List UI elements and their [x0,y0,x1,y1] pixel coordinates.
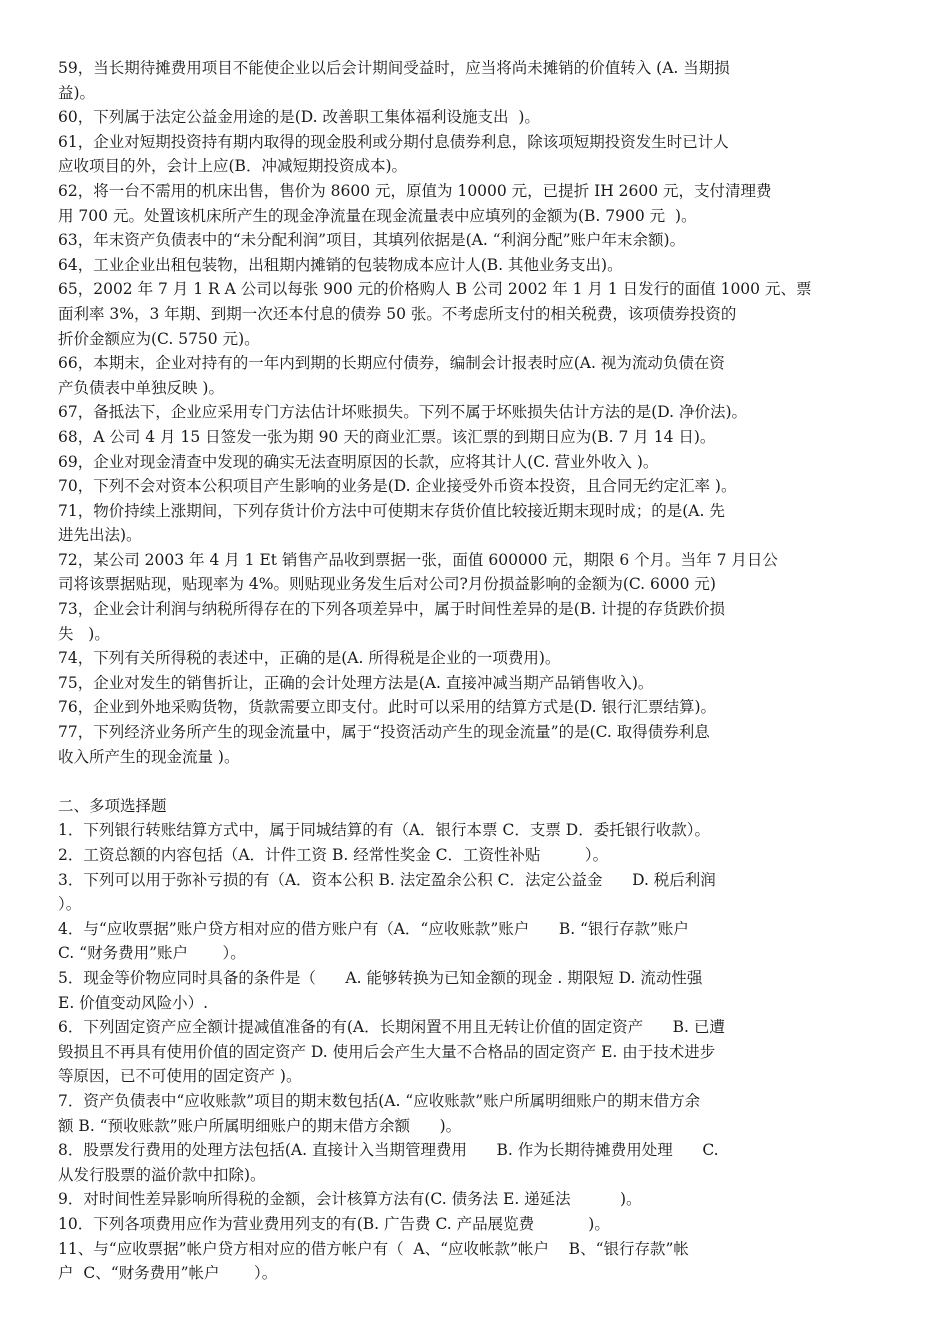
question-line: 76，企业到外地采购货物，货款需要立即支付。此时可以采用的结算方式是(D. 银行汇票结算)。 [58,698,717,717]
multi-choice-heading: 二、多项选择题 [58,796,167,815]
section-gap [58,769,900,794]
question-line: 面利率 3%，3 年期、到期一次还本付息的债券 50 张。不考虑所支付的相关税费，该项债券投资的 [58,304,737,323]
question-line: 65，2002 年 7 月 1 R A 公司以每张 900 元的价格购人 B 公司 2002 年 1 月 1 日发行的面值 1000 元、票 [58,280,812,299]
question-line: 63，年末资产负债表中的“未分配利润”项目，其填列依据是(A. “利润分配”账户年末余额)。 [58,231,686,250]
question-line: 10．下列各项费用应作为营业费用列支的有(B. 广告费 C. 产品展览费 )。 [58,1214,610,1233]
question-line: 应收项目的外，会计上应(B．冲减短期投资成本)。 [58,157,407,176]
question-line: 收入所产生的现金流量 )。 [58,747,240,766]
question-line: 9．对时间性差异影响所得税的金额，会计核算方法有(C. 债务法 E. 递延法 )。 [58,1190,642,1209]
question-line: 益)。 [58,83,96,102]
question-line: 额 B. “预收账款”账户所属明细账户的期末借方余额 )。 [58,1116,462,1135]
single-choice-section [58,56,900,769]
question-line: 毁损且不再具有使用价值的固定资产 D. 使用后会产生大量不合格品的固定资产 E. 由于技术进步 [58,1042,716,1061]
question-line: 4．与“应收票据”账户贷方相对应的借方账户有（A．“应收账款”账户 B. “银行存款”账户 [58,919,689,938]
question-line: 68，A 公司 4 月 15 日签发一张为期 90 天的商业汇票。该汇票的到期日应为(B. 7 月 14 日)。 [58,427,716,446]
question-line: 77，下列经济业务所产生的现金流量中，属于“投资活动产生的现金流量”的是(C. 取得债券利息 [58,723,710,742]
multi-choice-section [58,818,900,1285]
question-line: 户 C、“财务费用”帐户 ）。 [58,1264,278,1283]
question-line: ）。 [58,895,82,914]
question-line: 64，工业企业出租包装物，出租期内摊销的包装物成本应计人(B. 其他业务支出)。 [58,255,623,274]
question-line: 1．下列银行转账结算方式中，属于同城结算的有（A．银行本票 C．支票 D．委托银行收款）。 [58,821,710,840]
question-line: 5．现金等价物应同时具备的条件是（ A. 能够转换为已知金额的现金 . 期限短 D. 流动性强 [58,968,703,987]
question-line: 6．下列固定资产应全额计提减值准备的有(A．长期闲置不用且无转让价值的固定资产 B. 已遭 [58,1018,725,1037]
question-line: 66，本期末，企业对持有的一年内到期的长期应付债券，编制会计报表时应(A. 视为流动负债在资 [58,354,725,373]
question-line: 2．工资总额的内容包括（A．计件工资 B. 经常性奖金 C．工资性补贴 ）。 [58,846,609,864]
question-line: 73，企业会计利润与纳税所得存在的下列各项差异中，属于时间性差异的是(B. 计提的存货跌价损 [58,600,726,619]
question-line: 72，某公司 2003 年 4 月 1 Et 销售产品收到票据一张，面值 600000 元，期限 6 个月。当年 7 月日公 [58,550,778,569]
question-line: 11、与“应收票据”帐户贷方相对应的借方帐户有（ A、“应收帐款”帐户 B、“银行存款”帐 [58,1239,689,1258]
document-page [58,56,900,1286]
question-line: 75，企业对发生的销售折让，正确的会计处理方法是(A. 直接冲减当期产品销售收入)。 [58,673,654,692]
question-line: 司将该票据贴现，贴现率为 4%。则贴现业务发生后对公司?月份损益影响的金额为(C. 6000 元) [58,575,716,594]
question-line: 失 )。 [58,624,110,643]
question-line: 等原因，已不可使用的固定资产 )。 [58,1067,302,1086]
question-line: 61，企业对短期投资持有期内取得的现金股利或分期付息债券利息，除该项短期投资发生时已计人 [58,132,729,151]
question-line: 70，下列不会对资本公积项目产生影响的业务是(D. 企业接受外币资本投资，且合同无约定汇率 )。 [58,477,737,496]
question-line: 60，下列属于法定公益金用途的是(D. 改善职工集体福利设施支出 )。 [58,108,540,127]
question-line: 折价金额应为(C. 5750 元)。 [58,329,260,348]
question-line: 59，当长期待摊费用项目不能使企业以后会计期间受益时，应当将尚未摊销的价值转入 (A. 当期损 [58,59,730,77]
question-line: E. 价值变动风险小）. [58,993,209,1012]
question-line: 62，将一台不需用的机床出售，售价为 8600 元，原值为 10000 元，已提折 IH 2600 元，支付清理费 [58,181,772,200]
question-line: 67，备抵法下，企业应采用专门方法估计坏账损失。下列不属于坏账损失估计方法的是(D. 净价法)。 [58,403,748,422]
question-line: 74，下列有关所得税的表述中，正确的是(A. 所得税是企业的一项费用)。 [58,649,561,668]
question-line: 从发行股票的溢价款中扣除)。 [58,1165,266,1184]
question-line: 7．资产负债表中“应收账款”项目的期末数包括(A. “应收账款”账户所属明细账户的期末借方余 [58,1091,701,1110]
question-line: 8．股票发行费用的处理方法包括(A. 直接计入当期管理费用 B. 作为长期待摊费用处理 C. [58,1141,719,1160]
question-line: 3．下列可以用于弥补亏损的有（A．资本公积 B. 法定盈余公积 C．法定公益金 D. 税后利润 [58,870,716,889]
question-line: C. “财务费用”账户 ）。 [58,944,246,963]
question-line: 69，企业对现金清查中发现的确实无法查明原因的长款，应将其计人(C. 营业外收入 )。 [58,452,659,471]
question-line: 产负债表中单独反映 )。 [58,378,224,397]
question-line: 用 700 元。处置该机床所产生的现金净流量在现金流量表中应填列的金额为(B. 7900 元 )。 [58,206,697,225]
question-line: 进先出法)。 [58,526,142,545]
question-line: 71，物价持续上涨期间，下列存货计价方法中可使期末存货价值比较接近期末现时成；的是(A. 先 [58,501,725,520]
